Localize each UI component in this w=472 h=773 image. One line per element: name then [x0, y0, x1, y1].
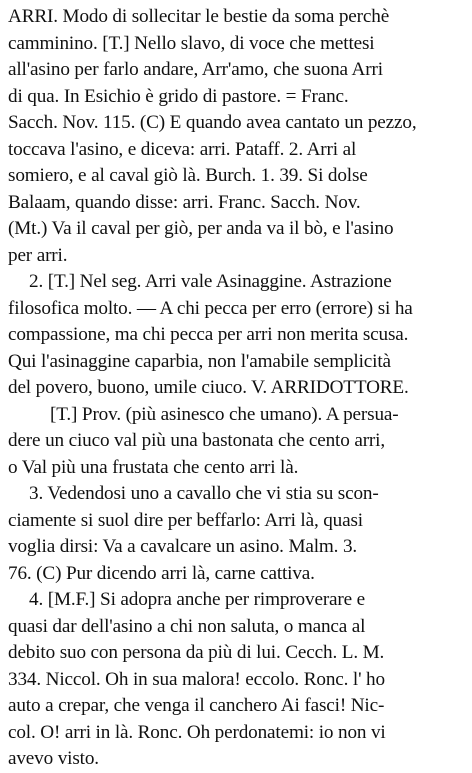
- entry-line: toccava l'asino, e diceva: arri. Pataff. 2. Arri al: [8, 138, 357, 160]
- entry-line: ciamente si suol dire per beffarlo: Arri là, quasi: [8, 509, 363, 531]
- entry-line: 76. (C) Pur dicendo arri là, carne cattiva.: [8, 562, 315, 584]
- entry-line: del povero, buono, umile ciuco. V. ARRIDOTTORE.: [8, 377, 409, 398]
- entry-line: auto a crepar, che venga il canchero Ai fasci! Nic-: [8, 695, 385, 716]
- entry-line: voglia dirsi: Va a cavalcare un asino. Malm. 3.: [8, 536, 358, 557]
- entry-line: somiero, e al caval giò là. Burch. 1. 39. Si dolse: [8, 165, 368, 186]
- entry-line: 334. Niccol. Oh in sua malora! eccolo. Ronc. l' ho: [8, 668, 385, 690]
- entry-line: debito suo con persona da più di lui. Cecch. L. M.: [8, 642, 385, 663]
- entry-line: col. O! arri in là. Ronc. Oh perdonatemi: io non vi: [8, 721, 386, 743]
- entry-line: Qui l'asinaggine caparbia, non l'amabile semplicità: [8, 350, 391, 372]
- entry-line: 4. [M.F.] Si adopra anche per rimproverare e: [29, 589, 366, 610]
- entry-line: 3. Vedendosi uno a cavallo che vi stia su scon-: [29, 483, 379, 504]
- entry-line: di qua. In Esichio è grido di pastore. = Franc.: [8, 85, 349, 107]
- entry-line: avevo visto.: [8, 748, 99, 769]
- entry-line: Balaam, quando disse: arri. Franc. Sacch. Nov.: [8, 191, 361, 213]
- entry-line: camminino. [T.] Nello slavo, di voce che mettesi: [8, 32, 375, 54]
- entry-line: per arri.: [8, 244, 68, 266]
- entry-line: filosofica molto. — A chi pecca per erro (errore) si ha: [8, 297, 413, 319]
- entry-line: compassione, ma chi pecca per arri non merita scusa.: [8, 324, 409, 345]
- entry-line: (Mt.) Va il caval per giò, per anda va il bò, e l'asino: [8, 218, 394, 239]
- entry-line: quasi dar dell'asino a chi non saluta, o manca al: [8, 615, 366, 637]
- entry-line: all'asino per farlo andare, Arr'amo, che suona Arri: [8, 59, 383, 80]
- entry-line: 2. [T.] Nel seg. Arri vale Asinaggine. Astrazione: [29, 271, 392, 292]
- entry-line: Sacch. Nov. 115. (C) E quando avea cantato un pezzo,: [8, 112, 417, 133]
- entry-line: [T.] Prov. (più asinesco che umano). A persua-: [50, 403, 399, 425]
- entry-line: o Val più una frustata che cento arri là.: [8, 456, 299, 478]
- entry-line: ARRI. Modo di sollecitar le bestie da soma perchè: [8, 6, 390, 27]
- entry-line: dere un ciuco val più una bastonata che cento arri,: [8, 430, 385, 451]
